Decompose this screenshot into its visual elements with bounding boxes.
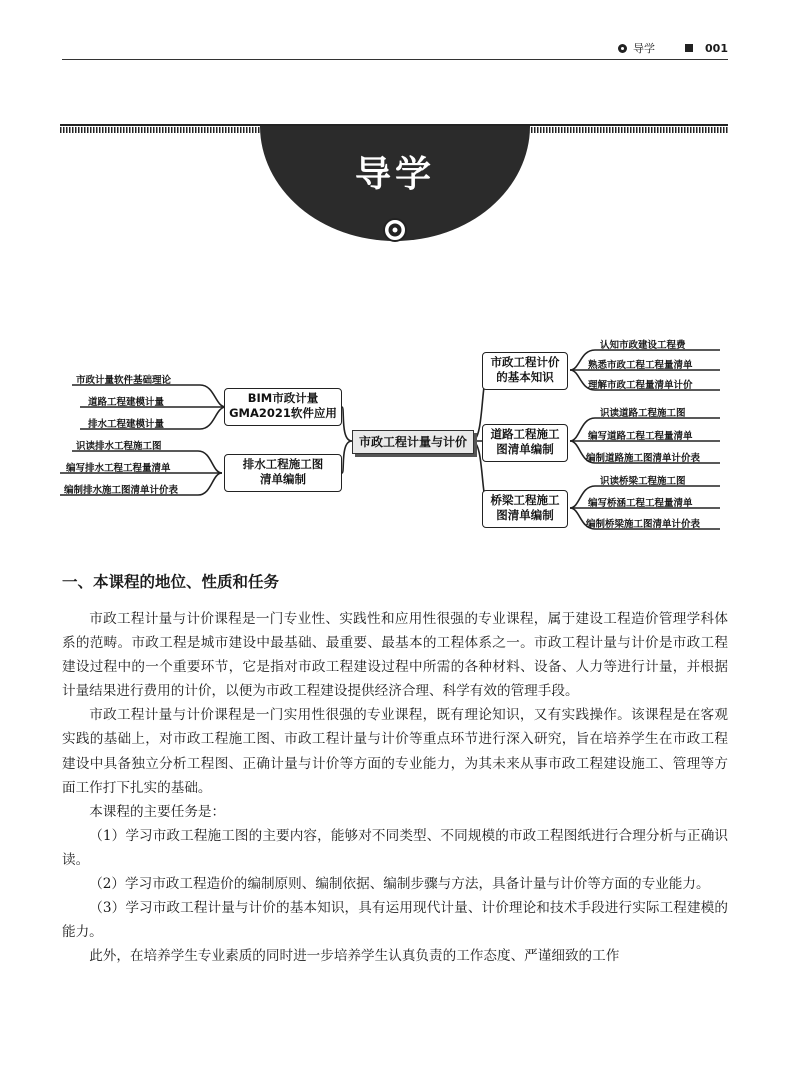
mind-map-item: 编写道路工程工程量清单 <box>588 431 693 442</box>
paragraph: 市政工程计量与计价课程是一门实用性很强的专业课程，既有理论知识，又有实践操作。该课程是在客观实践的基础上，对市政工程施工图、市政工程计量与计价等重点环节进行深入研究，旨在培养学生在市政工程建设中具备独立分析工程图、正确计量与计价等方面的专业能力，为其未来从事市政工程建设施工、管理等方面工作打下扎实的基础。 <box>62 707 728 796</box>
header-right <box>618 40 728 56</box>
mind-map-item: 识读桥梁工程施工图 <box>600 476 686 487</box>
task-item: （3）学习市政工程计量与计价的基本知识，具有运用现代计量、计价理论和技术手段进行实际工程建模的能力。 <box>62 900 728 941</box>
banner-title: 导学 <box>354 154 435 195</box>
branch-line: 图清单编制 <box>496 508 554 522</box>
branch-line: GMA2021软件应用 <box>229 406 337 420</box>
mind-map-item: 编制桥梁施工图清单计价表 <box>586 519 701 530</box>
mind-map-item: 排水工程建模计量 <box>88 419 165 430</box>
running-header <box>62 34 728 62</box>
paragraph: 本课程的主要任务是： <box>89 803 226 820</box>
branch-line: 清单编制 <box>260 472 306 486</box>
header-section-label: 导学 <box>633 42 656 55</box>
branch-line: 图清单编制 <box>496 442 554 456</box>
paragraph: 市政工程计量与计价课程是一门专业性、实践性和应用性很强的专业课程，属于建设工程造价管理学科体系的范畴。市政工程是城市建设中最基础、最重要、最基本的工程体系之一。市政工程计量与计价是市政工程建设过程中的一个重要环节，它是指对市政工程建设过程中所需的各种材料、设备、人力等进行计量，并根据计量结果进行费用的计价，以便为市政工程建设提供经济合理、科学有效的管理手段。 <box>62 611 728 700</box>
circle-bullet-icon <box>618 44 627 53</box>
branch-bim-software <box>224 388 342 426</box>
mind-map-item: 理解市政工程量清单计价 <box>588 380 693 391</box>
branch-line: 桥梁工程施工 <box>490 493 560 507</box>
mind-map-item: 道路工程建模计量 <box>88 397 165 408</box>
task-item: （1）学习市政工程施工图的主要内容，能够对不同类型、不同规模的市政工程图纸进行合理分析与正确识读。 <box>62 827 728 868</box>
paragraph: 此外，在培养学生专业素质的同时进一步培养学生认真负责的工作态度、严谨细致的工作 <box>89 948 620 965</box>
mind-map-center: 市政工程计量与计价 <box>352 430 474 454</box>
header-rule <box>62 59 728 60</box>
mind-map-item: 编写桥涵工程工程量清单 <box>588 498 693 509</box>
branch-bridge-drawings <box>482 490 568 528</box>
branch-line: 市政工程计价 <box>490 355 560 369</box>
mind-map-item: 识读排水工程施工图 <box>76 441 162 452</box>
mind-map-item: 识读道路工程施工图 <box>600 408 686 419</box>
task-item: （2）学习市政工程造价的编制原则、编制依据、编制步骤与方法，具备计量与计价等方面的专业能力。 <box>89 876 710 893</box>
branch-pricing-basics <box>482 352 568 390</box>
branch-line: 道路工程施工 <box>490 427 560 441</box>
mind-map-item: 编写排水工程工程量清单 <box>66 463 171 474</box>
mind-map-item: 编制道路施工图清单计价表 <box>586 453 701 464</box>
section-heading: 一、本课程的地位、性质和任务 <box>62 573 280 591</box>
mind-map <box>60 330 740 535</box>
branch-road-drawings <box>482 424 568 462</box>
mind-map-item: 熟悉市政工程工程量清单 <box>588 360 693 371</box>
target-icon <box>383 218 407 242</box>
page-number: 001 <box>705 41 728 55</box>
branch-drainage-drawings <box>224 454 342 492</box>
main-content <box>62 570 728 968</box>
mind-map-item: 市政计量软件基础理论 <box>76 375 172 386</box>
branch-line: 的基本知识 <box>496 370 554 384</box>
branch-line: BIM市政计量 <box>247 391 319 405</box>
branch-line: 排水工程施工图 <box>242 457 324 471</box>
square-bullet-icon <box>685 44 693 52</box>
mind-map-item: 编制排水施工图清单计价表 <box>64 485 179 496</box>
mind-map-item: 认知市政建设工程费 <box>600 340 686 351</box>
